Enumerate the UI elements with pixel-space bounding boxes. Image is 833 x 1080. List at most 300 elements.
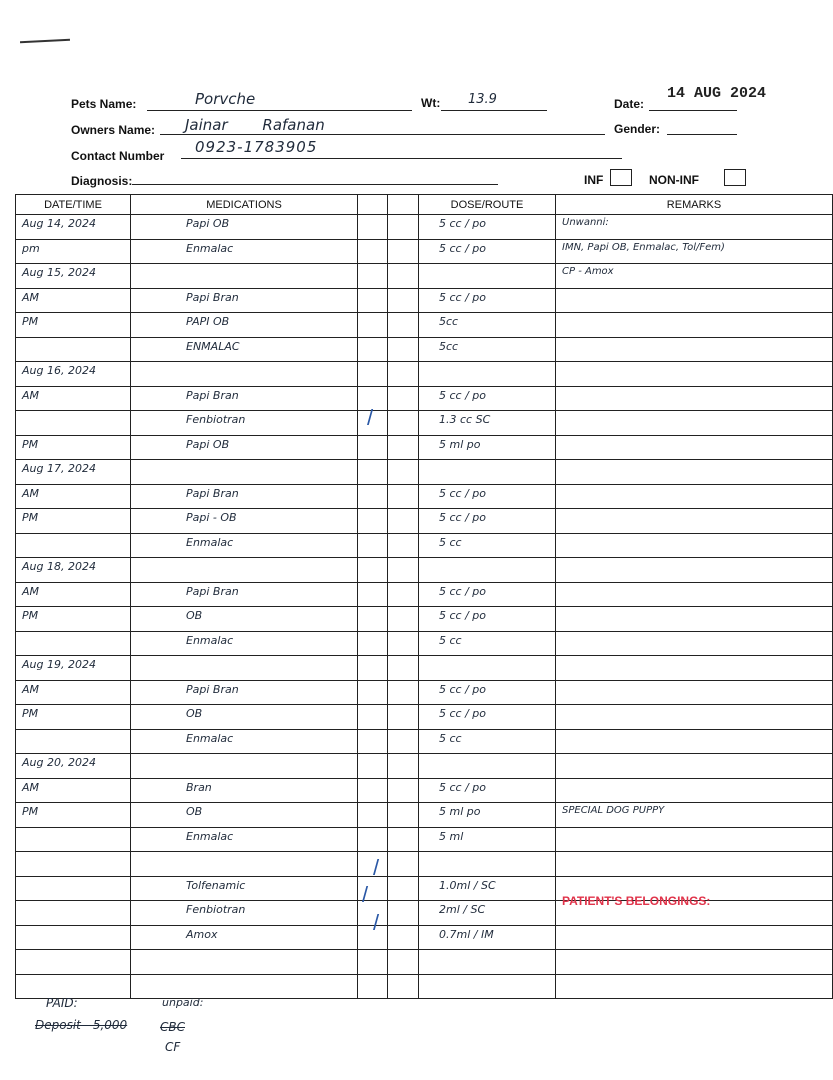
blank-cell-2 (388, 264, 419, 289)
remarks-cell (556, 680, 833, 705)
gender-line (667, 134, 737, 135)
dose-route-cell (419, 950, 556, 975)
dose-route-cell-text: 5 cc / po (439, 290, 487, 304)
table-row (16, 827, 833, 852)
contact-value: 0923-1783905 (195, 138, 318, 156)
medication-cell (131, 729, 358, 754)
date-cell-text: Aug 14, 2024 (22, 217, 96, 230)
blank-cell-1 (358, 680, 388, 705)
medication-cell-text: ENMALAC (186, 339, 240, 353)
dose-route-cell (419, 803, 556, 828)
date-label: Date: (614, 97, 645, 111)
date-cell (16, 827, 131, 852)
wt-label: Wt: (421, 96, 441, 110)
remarks-cell (556, 827, 833, 852)
pets-name-value: Porvche (195, 90, 256, 108)
dose-route-cell-text: 5 ml po (439, 437, 481, 451)
table-row (16, 778, 833, 803)
blank-cell-1 (358, 974, 388, 999)
blank-cell-1 (358, 509, 388, 534)
remarks-cell (556, 852, 833, 877)
medication-cell-text: Enmalac (186, 241, 234, 255)
dose-route-cell (419, 533, 556, 558)
blank-cell-2 (388, 680, 419, 705)
dose-route-cell-text: 5 cc / po (439, 609, 487, 622)
blank-cell-2 (388, 950, 419, 975)
inf-checkbox[interactable] (610, 169, 632, 186)
medication-cell (131, 950, 358, 975)
paid-label: PAID: (46, 996, 78, 1010)
remarks-cell-text: CP - Amox (562, 266, 614, 277)
table-row (16, 337, 833, 362)
medication-cell (131, 705, 358, 730)
inf-label: INF (584, 173, 604, 187)
remarks-cell-text: SPECIAL DOG PUPPY (562, 805, 665, 816)
date-cell (16, 950, 131, 975)
dose-route-cell-text: 5 cc / po (439, 707, 487, 720)
remarks-cell-text: IMN, Papi OB, Enmalac, Tol/Fem) (562, 241, 725, 253)
medication-cell (131, 974, 358, 999)
blank-cell-2 (388, 215, 419, 240)
medication-cell (131, 582, 358, 607)
dose-route-cell-text: 5 cc / po (439, 584, 487, 598)
medication-cell (131, 509, 358, 534)
table-row (16, 925, 833, 950)
medication-cell-text: Papi Bran (186, 388, 239, 402)
medication-cell-text: Papi Bran (186, 290, 239, 304)
remarks-cell (556, 435, 833, 460)
table-row (16, 607, 833, 632)
blank-cell-1 (358, 729, 388, 754)
deposit-text: Deposit - 5,000 (35, 1018, 128, 1032)
medication-cell-text: OB (186, 707, 203, 720)
dose-route-cell (419, 901, 556, 926)
dose-route-cell (419, 264, 556, 289)
blank-cell-1 (358, 754, 388, 779)
date-cell (16, 974, 131, 999)
remarks-cell (556, 239, 833, 264)
blank-cell-2 (388, 656, 419, 681)
dose-route-cell (419, 288, 556, 313)
table-row (16, 533, 833, 558)
medication-cell (131, 264, 358, 289)
dose-route-cell (419, 680, 556, 705)
remarks-cell (556, 558, 833, 583)
medication-cell (131, 239, 358, 264)
table-row (16, 264, 833, 289)
table-header-row (16, 195, 833, 215)
medication-cell-text: Tolfenamic (186, 878, 246, 892)
remarks-cell (556, 337, 833, 362)
check-mark-icon: / (362, 882, 369, 907)
medication-cell (131, 827, 358, 852)
dose-route-cell (419, 876, 556, 901)
blank-cell-1 (358, 705, 388, 730)
dose-route-cell (419, 386, 556, 411)
remarks-cell-text: Unwanni: (562, 217, 609, 228)
remarks-cell (556, 582, 833, 607)
owners-name-label: Owners Name: (71, 123, 156, 137)
remarks-cell (556, 607, 833, 632)
date-cell-text: PM (22, 315, 39, 328)
dose-route-cell-text: 1.0ml / SC (439, 878, 496, 892)
col-header-date: DATE/TIME (16, 195, 131, 215)
date-cell-text: AM (22, 780, 40, 794)
blank-cell-1 (358, 484, 388, 509)
col-header-blank-2 (388, 195, 419, 215)
medication-cell (131, 362, 358, 387)
blank-cell-2 (388, 876, 419, 901)
remarks-cell (556, 509, 833, 534)
dose-route-cell-text: 5 cc (439, 731, 462, 745)
table-row (16, 680, 833, 705)
diagnosis-line (132, 184, 498, 185)
blank-cell-1 (358, 215, 388, 240)
table-row (16, 509, 833, 534)
blank-cell-2 (388, 852, 419, 877)
medication-cell-text: OB (186, 609, 203, 622)
dose-route-cell-text: 5 cc / po (439, 388, 487, 402)
col-header-remarks: REMARKS (556, 195, 833, 215)
dose-route-cell-text: 5 cc (439, 535, 462, 549)
col-header-dose-route: DOSE/ROUTE (419, 195, 556, 215)
medication-cell (131, 656, 358, 681)
blank-cell-2 (388, 901, 419, 926)
dose-route-cell-text: 5 cc / po (439, 217, 487, 230)
medication-cell (131, 337, 358, 362)
noninf-checkbox[interactable] (724, 169, 746, 186)
date-cell (16, 558, 131, 583)
blank-cell-2 (388, 386, 419, 411)
date-cell-text: Aug 16, 2024 (22, 364, 96, 377)
medication-cell (131, 852, 358, 877)
dose-route-cell-text: 5 cc / po (439, 241, 487, 255)
blank-cell-2 (388, 337, 419, 362)
table-row (16, 803, 833, 828)
date-cell (16, 631, 131, 656)
blank-cell-1 (358, 631, 388, 656)
check-mark-icon: / (373, 855, 380, 880)
date-cell (16, 729, 131, 754)
date-cell (16, 411, 131, 436)
table-row (16, 950, 833, 975)
wt-line (441, 110, 547, 111)
medication-cell-text: OB (186, 805, 203, 818)
date-cell (16, 852, 131, 877)
date-cell-text: AM (22, 388, 40, 402)
dose-route-cell (419, 778, 556, 803)
date-cell (16, 533, 131, 558)
dose-route-cell (419, 925, 556, 950)
medication-cell (131, 876, 358, 901)
table-row (16, 239, 833, 264)
dose-route-cell (419, 827, 556, 852)
blank-cell-1 (358, 337, 388, 362)
date-cell-text: AM (22, 584, 40, 598)
blank-cell-2 (388, 558, 419, 583)
date-cell (16, 656, 131, 681)
top-corner-mark (20, 39, 70, 44)
date-cell (16, 509, 131, 534)
table-row (16, 974, 833, 999)
blank-cell-2 (388, 607, 419, 632)
diagnosis-label: Diagnosis: (71, 174, 133, 188)
col-header-medications: MEDICATIONS (131, 195, 358, 215)
table-row (16, 288, 833, 313)
dose-route-cell-text: 5 cc / po (439, 682, 487, 696)
date-cell (16, 484, 131, 509)
dose-route-cell-text: 5cc (439, 339, 459, 353)
table-row (16, 582, 833, 607)
dose-route-cell-text: 5 cc / po (439, 780, 487, 794)
pets-name-line (147, 110, 412, 111)
date-cell (16, 264, 131, 289)
remarks-cell (556, 656, 833, 681)
date-cell (16, 876, 131, 901)
blank-cell-1 (358, 803, 388, 828)
blank-cell-1 (358, 435, 388, 460)
blank-cell-1 (358, 460, 388, 485)
table-row (16, 215, 833, 240)
dose-route-cell-text: 5cc (439, 315, 459, 328)
medication-cell (131, 925, 358, 950)
dose-route-cell (419, 754, 556, 779)
dose-route-cell (419, 656, 556, 681)
dose-route-cell (419, 729, 556, 754)
table-row (16, 705, 833, 730)
remarks-cell (556, 925, 833, 950)
dose-route-cell (419, 362, 556, 387)
date-cell (16, 337, 131, 362)
blank-cell-1 (358, 313, 388, 338)
table-row (16, 852, 833, 877)
medication-cell-text: Amox (186, 927, 218, 941)
dose-route-cell-text: 5 cc (439, 633, 462, 647)
date-cell-text: Aug 15, 2024 (22, 266, 96, 279)
table-row (16, 313, 833, 338)
medication-cell (131, 778, 358, 803)
blank-cell-2 (388, 631, 419, 656)
remarks-cell (556, 313, 833, 338)
date-cell (16, 680, 131, 705)
blank-cell-2 (388, 729, 419, 754)
date-cell (16, 288, 131, 313)
date-cell (16, 901, 131, 926)
dose-route-cell-text: 5 cc / po (439, 511, 487, 524)
remarks-cell (556, 631, 833, 656)
date-cell (16, 778, 131, 803)
medication-cell-text: PAPI OB (186, 315, 230, 328)
medication-cell (131, 386, 358, 411)
medication-cell-text: Papi Bran (186, 584, 239, 598)
remarks-cell (556, 533, 833, 558)
dose-route-cell (419, 239, 556, 264)
medication-cell (131, 460, 358, 485)
table-row (16, 460, 833, 485)
date-cell (16, 754, 131, 779)
date-cell (16, 435, 131, 460)
medication-cell (131, 215, 358, 240)
blank-cell-1 (358, 778, 388, 803)
blank-cell-2 (388, 239, 419, 264)
medication-cell-text: Fenbiotran (186, 903, 246, 916)
date-line (649, 110, 737, 111)
table-row (16, 631, 833, 656)
medication-cell (131, 484, 358, 509)
remarks-cell (556, 950, 833, 975)
table-row (16, 754, 833, 779)
remarks-cell (556, 288, 833, 313)
blank-cell-2 (388, 533, 419, 558)
table-row (16, 411, 833, 436)
medication-cell (131, 631, 358, 656)
remarks-cell (556, 484, 833, 509)
medication-cell-text: Papi Bran (186, 682, 239, 696)
owners-name-value: Jainar Rafanan (185, 116, 325, 134)
table-row (16, 484, 833, 509)
dose-route-cell (419, 582, 556, 607)
date-cell-text: PM (22, 511, 39, 524)
medication-cell-text: Enmalac (186, 829, 234, 843)
remarks-cell (556, 460, 833, 485)
date-cell-text: pm (22, 241, 40, 255)
medication-cell (131, 558, 358, 583)
blank-cell-1 (358, 264, 388, 289)
check-mark-icon: / (367, 405, 374, 430)
medication-cell-text: Fenbiotran (186, 413, 246, 426)
dose-route-cell-text: 2ml / SC (439, 903, 486, 916)
medication-cell-text: Papi OB (186, 437, 230, 451)
medication-cell (131, 533, 358, 558)
date-cell-text: Aug 19, 2024 (22, 658, 96, 671)
medication-cell (131, 680, 358, 705)
medication-cell-text: Enmalac (186, 535, 234, 549)
medication-cell (131, 313, 358, 338)
date-cell-text: PM (22, 437, 39, 451)
blank-cell-2 (388, 754, 419, 779)
blank-cell-2 (388, 313, 419, 338)
dose-route-cell-text: 0.7ml / IM (439, 927, 494, 941)
dose-route-cell (419, 631, 556, 656)
wt-value: 13.9 (468, 92, 497, 107)
dose-route-cell (419, 215, 556, 240)
blank-cell-1 (358, 239, 388, 264)
unpaid-item-cf: CF (165, 1040, 181, 1054)
blank-cell-1 (358, 656, 388, 681)
date-cell-text: PM (22, 609, 39, 622)
check-mark-icon: / (373, 910, 380, 935)
blank-cell-2 (388, 705, 419, 730)
pets-name-label: Pets Name: (71, 97, 137, 111)
table-row (16, 435, 833, 460)
owners-name-line (160, 134, 605, 135)
blank-cell-2 (388, 509, 419, 534)
medication-cell (131, 607, 358, 632)
date-cell (16, 803, 131, 828)
dose-route-cell (419, 974, 556, 999)
date-cell (16, 313, 131, 338)
blank-cell-1 (358, 288, 388, 313)
dose-route-cell (419, 337, 556, 362)
blank-cell-1 (358, 558, 388, 583)
dose-route-cell (419, 509, 556, 534)
dose-route-cell (419, 411, 556, 436)
contact-line (181, 158, 622, 159)
medication-cell-text: Bran (186, 780, 212, 794)
patient-belongings-label: PATIENT'S BELONGINGS: (562, 894, 711, 908)
blank-cell-1 (358, 533, 388, 558)
date-value: 14 AUG 2024 (667, 85, 767, 102)
date-cell-text: Aug 20, 2024 (22, 756, 96, 769)
date-cell-text: Aug 17, 2024 (22, 462, 96, 475)
date-cell (16, 386, 131, 411)
gender-label: Gender: (614, 122, 661, 136)
date-cell-text: PM (22, 805, 39, 818)
blank-cell-1 (358, 827, 388, 852)
date-cell-text: AM (22, 682, 40, 696)
remarks-cell (556, 778, 833, 803)
blank-cell-1 (358, 582, 388, 607)
date-cell (16, 362, 131, 387)
medication-cell (131, 288, 358, 313)
unpaid-label: unpaid: (162, 996, 204, 1009)
remarks-cell (556, 386, 833, 411)
remarks-cell (556, 215, 833, 240)
blank-cell-2 (388, 582, 419, 607)
medication-cell (131, 803, 358, 828)
table-row (16, 362, 833, 387)
medication-cell (131, 754, 358, 779)
contact-label: Contact Number (71, 149, 165, 163)
medication-cell-text: Enmalac (186, 731, 234, 745)
medication-cell-text: Papi - OB (186, 511, 237, 524)
remarks-cell (556, 803, 833, 828)
dose-route-cell (419, 435, 556, 460)
date-cell-text: AM (22, 486, 40, 500)
dose-route-cell (419, 705, 556, 730)
dose-route-cell (419, 313, 556, 338)
date-cell (16, 705, 131, 730)
date-cell (16, 925, 131, 950)
remarks-cell (556, 411, 833, 436)
col-header-blank-1 (358, 195, 388, 215)
dose-route-cell (419, 558, 556, 583)
blank-cell-2 (388, 362, 419, 387)
table-row (16, 558, 833, 583)
medication-table (15, 194, 833, 999)
table-row (16, 729, 833, 754)
medication-cell-text: Papi OB (186, 217, 230, 230)
dose-route-cell-text: 5 ml po (439, 805, 481, 818)
blank-cell-2 (388, 435, 419, 460)
dose-route-cell-text: 5 ml (439, 829, 464, 843)
blank-cell-1 (358, 362, 388, 387)
dose-route-cell-text: 5 cc / po (439, 486, 487, 500)
noninf-label: NON-INF (649, 173, 699, 187)
medication-cell (131, 411, 358, 436)
medication-cell-text: Enmalac (186, 633, 234, 647)
medication-cell (131, 901, 358, 926)
unpaid-item-cbc: CBC (160, 1020, 185, 1034)
remarks-cell (556, 729, 833, 754)
date-cell (16, 239, 131, 264)
table-row (16, 386, 833, 411)
remarks-cell (556, 974, 833, 999)
date-cell-text: PM (22, 707, 39, 720)
remarks-cell (556, 705, 833, 730)
dose-route-cell-text: 1.3 cc SC (439, 413, 491, 426)
medication-cell-text: Papi Bran (186, 486, 239, 500)
